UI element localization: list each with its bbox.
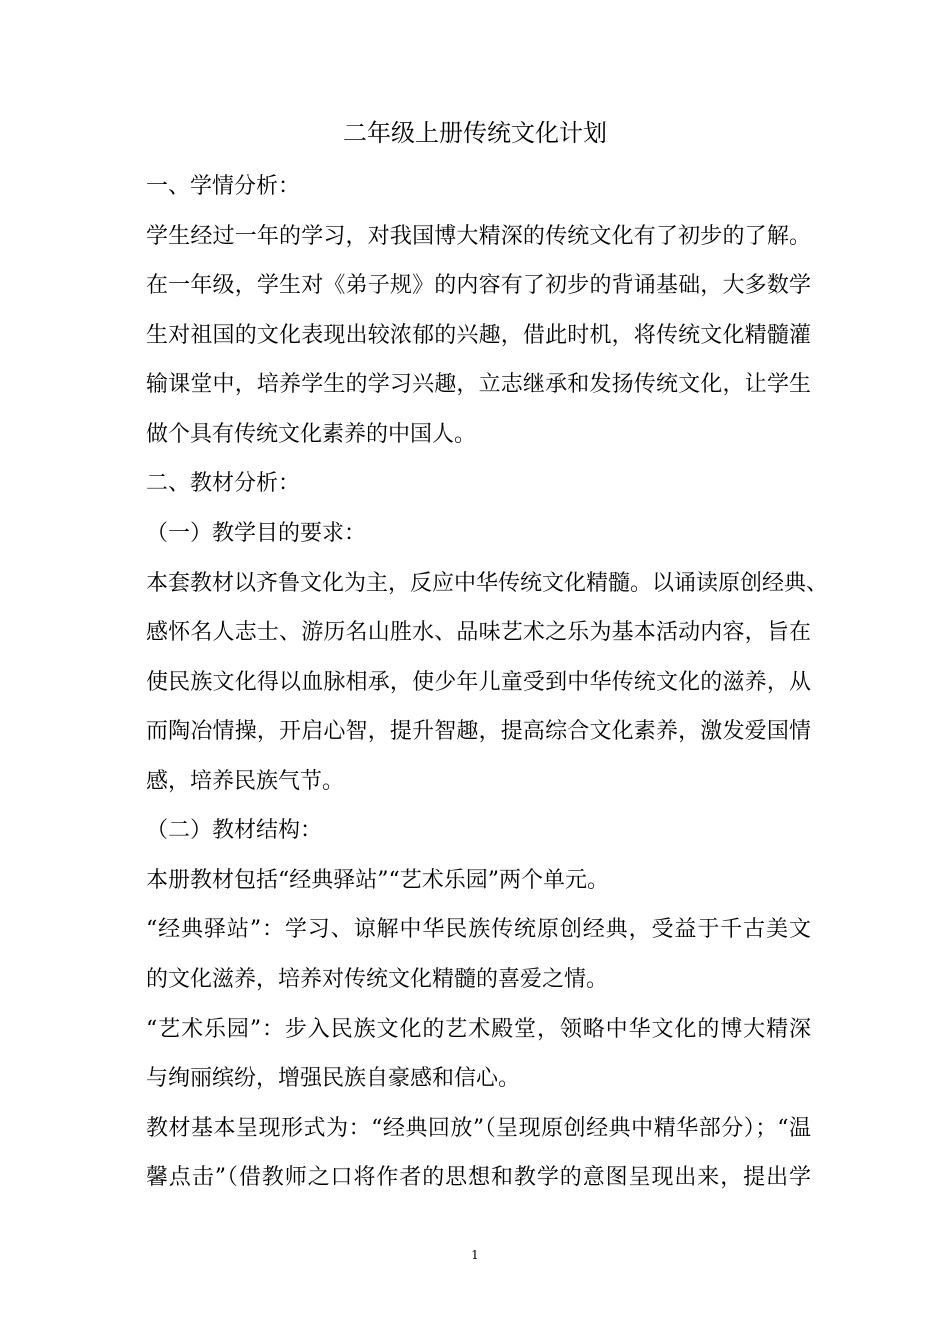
paragraph-line: 做个具有传统文化素养的中国人。 [146,422,477,447]
paragraph-line: 感，培养民族气节。 [146,769,345,794]
paragraph-line: 输课堂中，培养学生的学习兴趣，立志继承和发扬传统文化，让学生 [146,372,811,397]
paragraph-line: 本套教材以齐鲁文化为主，反应中华传统文化精髓。以诵读原创经典、 [146,571,829,596]
paragraph-line: 本册教材包括“经典驿站”“艺术乐园”两个单元。 [146,868,609,893]
page-number: 1 [471,1248,479,1262]
paragraph-line: 而陶冶情操，开启心智，提升智趣，提高综合文化素养，激发爱国情 [146,719,811,744]
subsection-heading-1: （一）教学目的要求： [146,521,367,546]
paragraph-line: “经典驿站”：学习、谅解中华民族传统原创经典，受益于千古美文 [146,917,811,942]
paragraph-line: “艺术乐园”：步入民族文化的艺术殿堂，领略中华文化的博大精深 [146,1017,811,1042]
paragraph-line: 教材基本呈现形式为：“经典回放”（呈现原创经典中精华部分）；“温 [146,1116,811,1141]
paragraph-line: 感怀名人志士、游历名山胜水、品味艺术之乐为基本活动内容，旨在 [146,620,811,645]
document-title: 二年级上册传统文化计划 [343,119,607,147]
paragraph-line: 学生经过一年的学习，对我国博大精深的传统文化有了初步的了解。 [146,224,811,249]
paragraph-line: 生对祖国的文化表现出较浓郁的兴趣，借此时机，将传统文化精髓灌 [146,323,811,348]
paragraph-line: 馨点击”（借教师之口将作者的思想和教学的意图呈现出来，提出学 [146,1165,811,1190]
paragraph-line: 使民族文化得以血脉相承，使少年儿童受到中华传统文化的滋养，从 [146,670,811,695]
section-heading-2: 二、教材分析： [146,471,301,496]
subsection-heading-2: （二）教材结构： [146,818,323,843]
section-heading-1: 一、学情分析： [146,174,301,199]
paragraph-line: 与绚丽缤纷，增强民族自豪感和信心。 [146,1066,521,1091]
paragraph-line: 在一年级，学生对《弟子规》的内容有了初步的背诵基础，大多数学 [146,273,811,298]
paragraph-line: 的文化滋养，培养对传统文化精髓的喜爱之情。 [146,967,609,992]
